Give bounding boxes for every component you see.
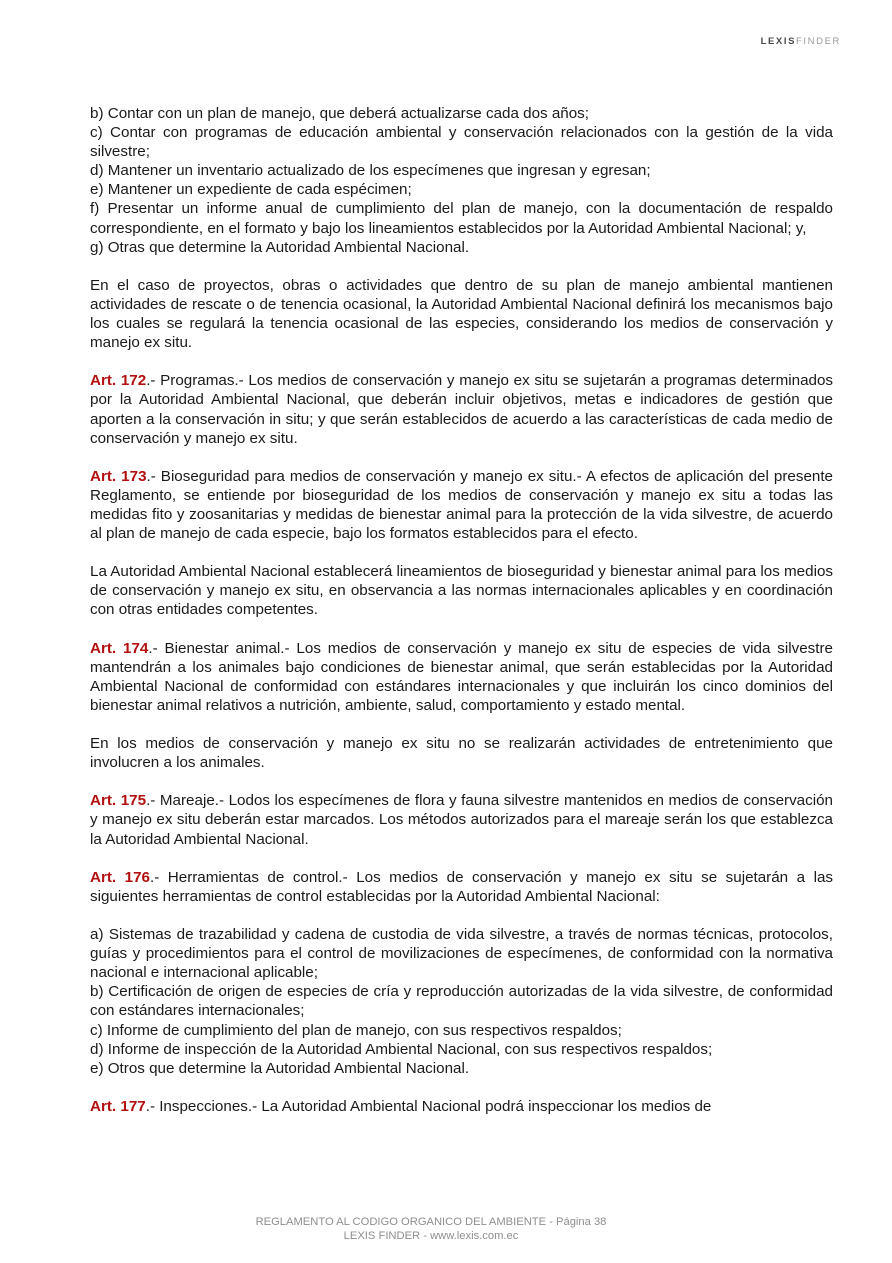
article-number: Art. 173 — [90, 467, 147, 485]
list-item: e) Mantener un expediente de cada espécimen; — [90, 181, 412, 199]
list-item: d) Mantener un inventario actualizado de los especímenes que ingresan y egresan; — [90, 162, 651, 180]
document-body — [90, 104, 833, 1116]
article-number: Art. 176 — [90, 868, 150, 886]
article-text: .- Mareaje.- Lodos los especímenes de flora y fauna silvestre mantenidos en medios de conservación y manejo ex situ deberán estar marcados. Los métodos autorizados para el mareaje serán los que establezca la Autoridad Ambiental Nacional. — [90, 792, 833, 848]
list-item: c) Contar con programas de educación ambiental y conservación relacionados con la gestión de la vida silvestre; — [90, 124, 833, 161]
page-footer — [0, 1215, 862, 1243]
list-item: c) Informe de cumplimiento del plan de manejo, con sus respectivos respaldos; — [90, 1021, 622, 1039]
article-177 — [90, 1097, 833, 1116]
logo-light-text: FINDER — [796, 36, 841, 47]
article-172 — [90, 371, 833, 447]
list-item: g) Otras que determine la Autoridad Ambiental Nacional. — [90, 238, 470, 256]
article-text: .- Herramientas de control.- Los medios de conservación y manejo ex situ se sujetarán a las siguientes herramientas de control establecidas por la Autoridad Ambiental Nacional: — [90, 868, 833, 905]
list-item: d) Informe de inspección de la Autoridad Ambiental Nacional, con sus respectivos respaldos; — [90, 1040, 713, 1058]
article-number: Art. 172 — [90, 372, 147, 390]
article-175 — [90, 791, 833, 848]
list-item: b) Certificación de origen de especies de cría y reproducción autorizadas de la vida silvestre, de conformidad con estándares internacionales; — [90, 983, 833, 1020]
article-text: .- Bioseguridad para medios de conservación y manejo ex situ.- A efectos de aplicación del presente Reglamento, se entiende por bioseguridad de los medios de conservación y manejo ex situ a todas las medidas fito y zoosanitarias y medidas de bienestar animal para la protección de la vida silvestre, de acuerdo al plan de manejo de cada especie, bajo los formatos establecidos para el efecto. — [90, 467, 833, 543]
article-number: Art. 174 — [90, 639, 149, 657]
paragraph-entretenimiento: En los medios de conservación y manejo ex situ no se realizarán actividades de entretenimiento que involucren a los animales. — [90, 735, 833, 772]
paragraph-rescate: En el caso de proyectos, obras o actividades que dentro de su plan de manejo ambiental mantienen actividades de rescate o de tenencia ocasional, la Autoridad Ambiental Nacional definirá los mecanismos bajo los cuales se regulará la tenencia ocasional de las especies, considerando los medios de conservación y manejo ex situ. — [90, 276, 833, 352]
article-174 — [90, 639, 833, 715]
article-text: .- Inspecciones.- La Autoridad Ambiental Nacional podrá inspeccionar los medios de — [145, 1097, 712, 1115]
footer-source-link: LEXIS FINDER - www.lexis.com.ec — [343, 1230, 519, 1242]
article-173 — [90, 467, 833, 543]
list-item: a) Sistemas de trazabilidad y cadena de custodia de vida silvestre, a través de normas técnicas, protocolos, guías y procedimientos para el control de movilizaciones de especímenes, de conformidad con la normativa nacional e internacional aplicable; — [90, 926, 833, 982]
article-text: .- Programas.- Los medios de conservación y manejo ex situ se sujetarán a programas determinados por la Autoridad Ambiental Nacional, que deberán incluir objetivos, metas e indicadores de gestión que aporten a la conservación in situ; y que serán establecidos de acuerdo a las características de cada medio de conservación y manejo ex situ. — [90, 372, 834, 447]
list-item: b) Contar con un plan de manejo, que deberá actualizarse cada dos años; — [90, 105, 589, 122]
article-176 — [90, 868, 833, 906]
article-text: .- Bienestar animal.- Los medios de conservación y manejo ex situ de especies de vida silvestre mantendrán a los animales bajo condiciones de bienestar animal, que serán establecidas por la Autoridad Ambiental Nacional de conformidad con estándares internacionales y que incluirán los cinco dominios del bienestar animal relativos a nutrición, ambiente, salud, comportamiento y estado mental. — [90, 639, 833, 714]
article-number: Art. 175 — [90, 792, 147, 810]
list-item: e) Otros que determine la Autoridad Ambiental Nacional. — [90, 1059, 470, 1077]
paragraph-bioseguridad: La Autoridad Ambiental Nacional establecerá lineamientos de bioseguridad y bienestar animal para los medios de conservación y manejo ex situ, en observancia a las normas internacionales aplicables y en coordinación con otras entidades competentes. — [90, 563, 833, 619]
lexis-finder-logo — [761, 36, 841, 47]
footer-document-title: REGLAMENTO AL CODIGO ORGANICO DEL AMBIENTE - Página 38 — [255, 1216, 607, 1228]
list-item: f) Presentar un informe anual de cumplimiento del plan de manejo, con la documentación de respaldo correspondiente, en el formato y bajo los lineamientos establecidos por la Autoridad Ambiental Nacional; y, — [90, 200, 833, 237]
logo-bold-text: LEXIS — [760, 36, 797, 47]
article-number: Art. 177 — [90, 1097, 146, 1115]
